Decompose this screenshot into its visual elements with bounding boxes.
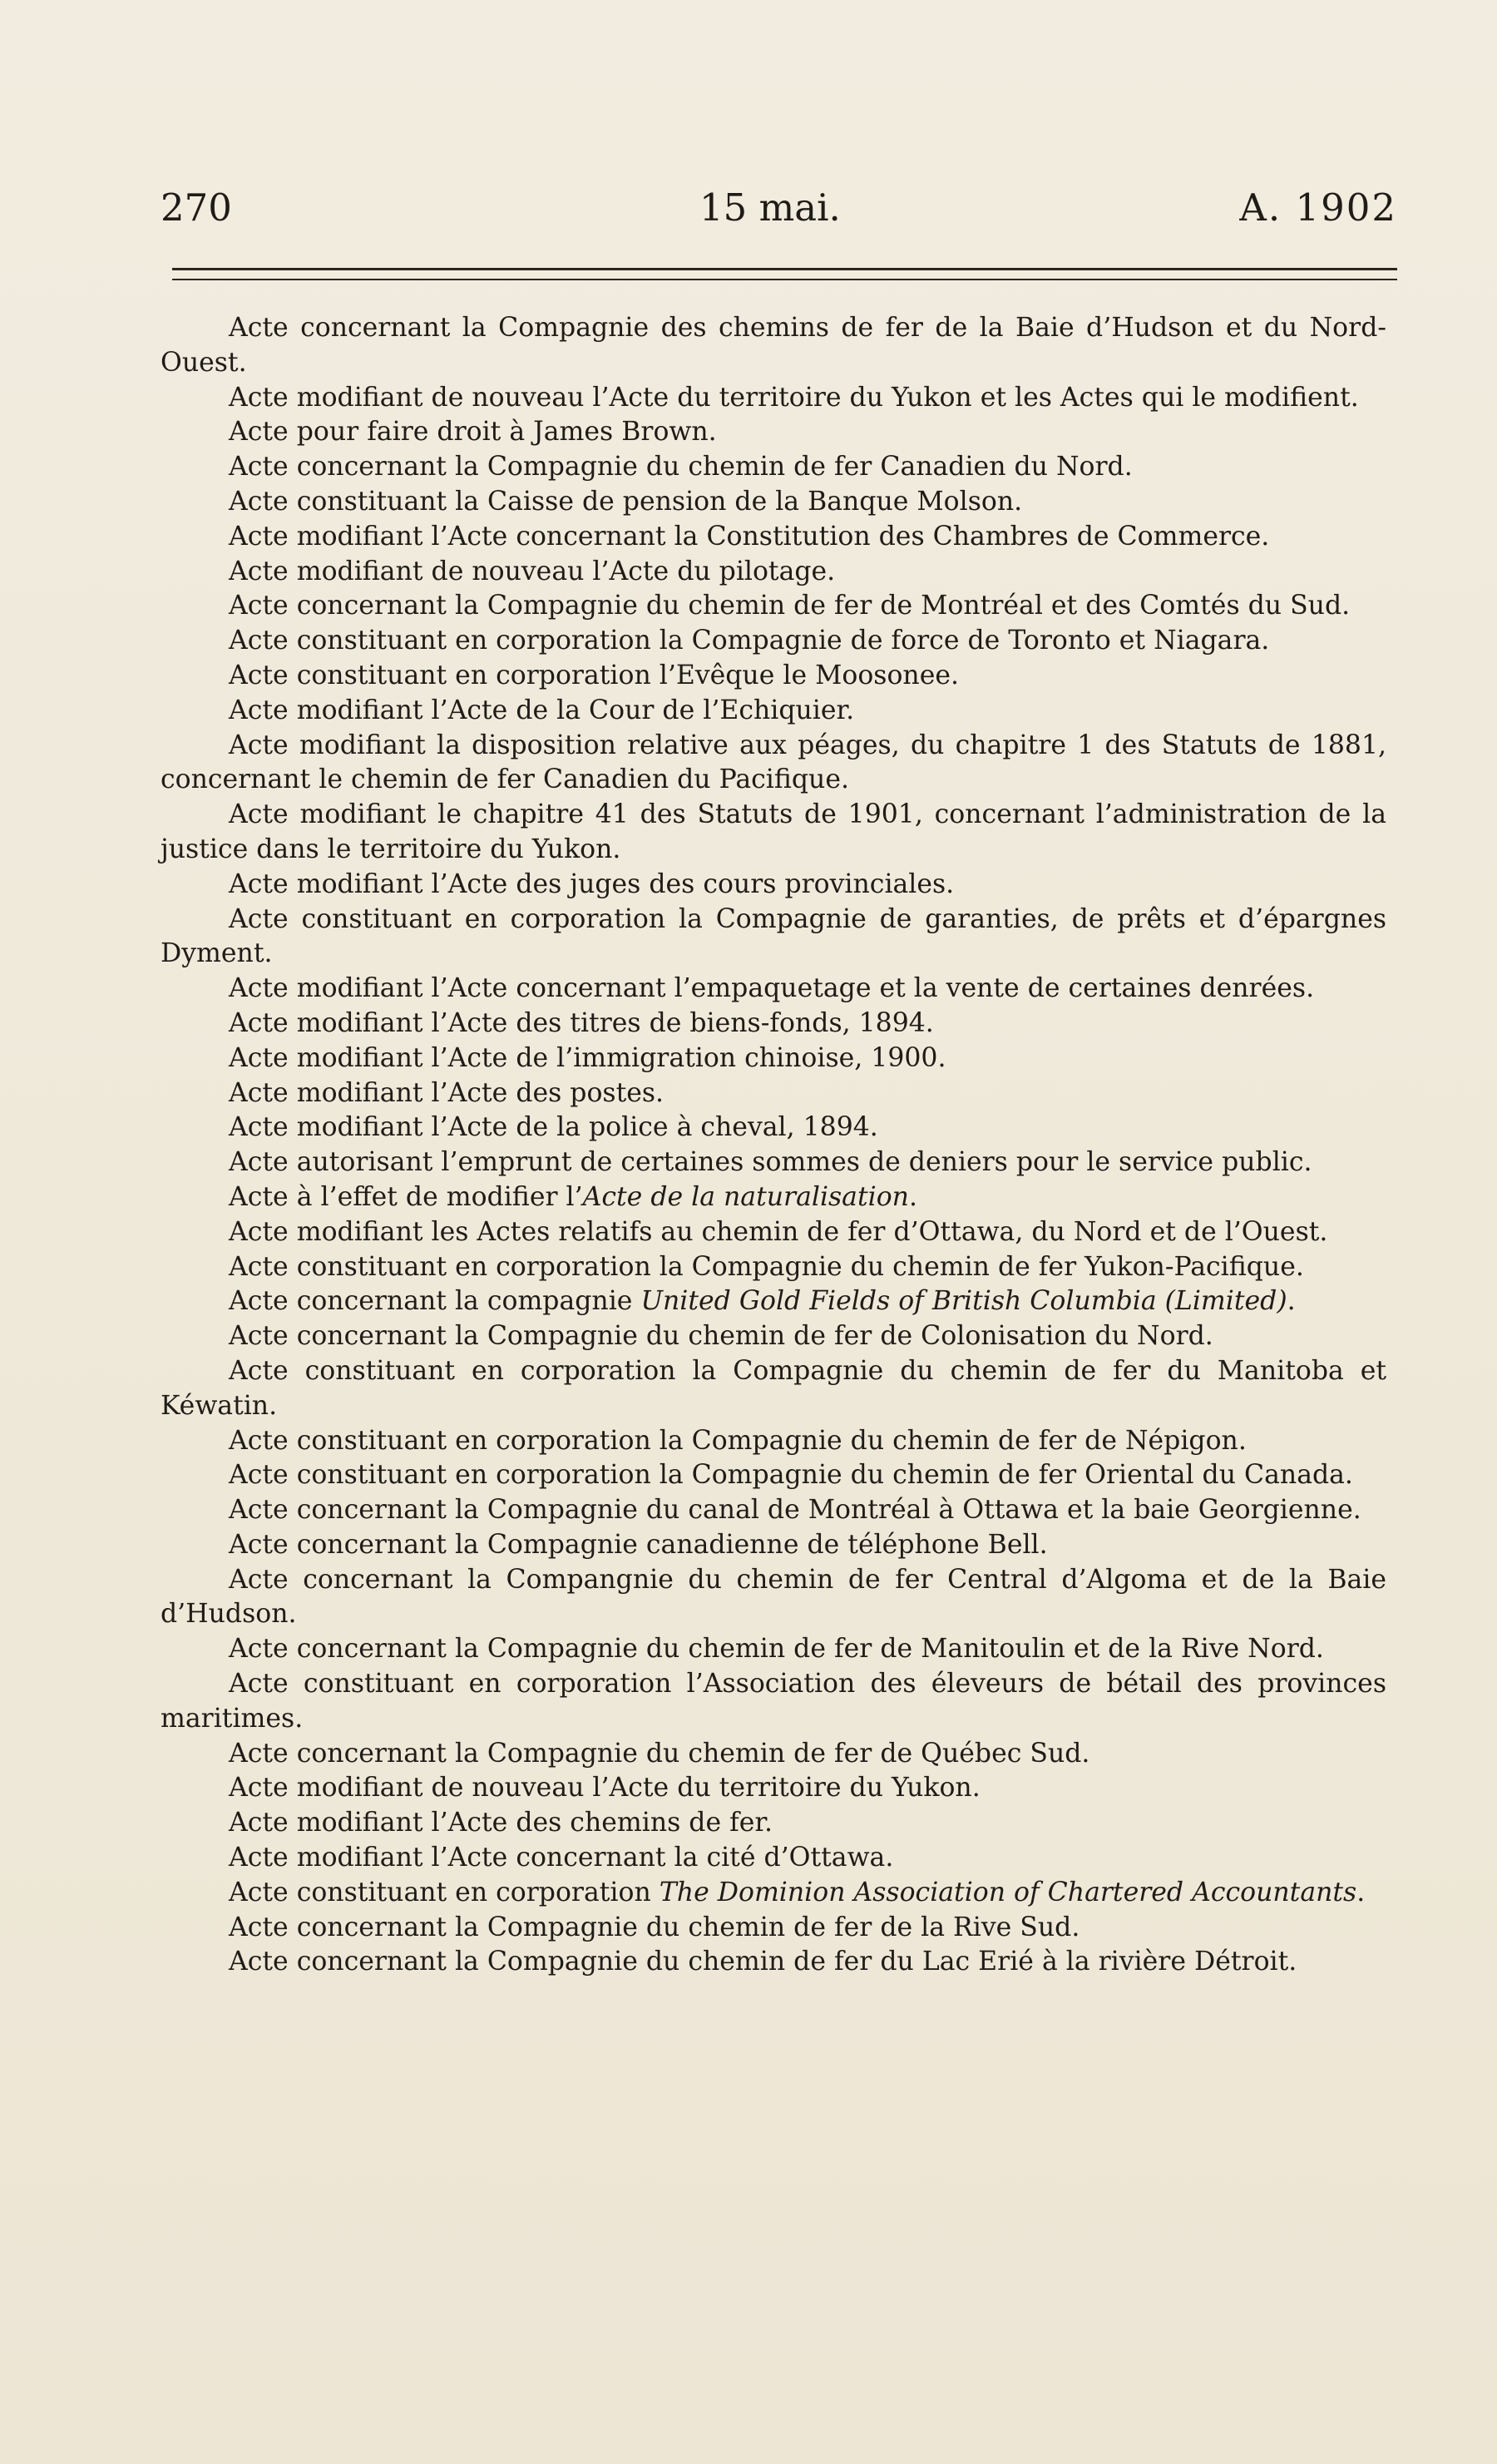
act-entry bbox=[161, 624, 1386, 659]
act-text: Acte modifiant le chapitre 41 des Statuts de 1901, concernant l’administration de la justice dans le territoire du Yukon. bbox=[161, 799, 1386, 864]
act-text: Acte concernant la Compagnie des chemins de fer de la Baie d’Hudson et du Nord-Ouest. bbox=[161, 313, 1386, 378]
act-entry bbox=[161, 798, 1386, 868]
act-entry bbox=[161, 311, 1386, 381]
act-entry bbox=[161, 520, 1386, 555]
act-text: Acte modifiant l’Acte de la police à cheval, 1894. bbox=[229, 1112, 878, 1143]
act-entry bbox=[161, 485, 1386, 520]
act-entry bbox=[161, 1945, 1386, 1980]
act-text: Acte concernant la Compangnie du chemin de fer Central d’Algoma et de la Baie d’Hudson. bbox=[161, 1564, 1386, 1630]
act-text: Acte modifiant de nouveau l’Acte du territoire du Yukon et les Actes qui le modifient. bbox=[229, 382, 1359, 413]
act-entry bbox=[161, 1528, 1386, 1563]
act-italic-title: The Dominion Association of Chartered Accountants bbox=[659, 1877, 1357, 1907]
header-date: 15 mai. bbox=[699, 186, 841, 230]
act-entry bbox=[161, 381, 1386, 416]
act-text: Acte concernant la Compagnie du chemin de fer de Colonisation du Nord. bbox=[229, 1321, 1213, 1352]
act-entry bbox=[161, 1111, 1386, 1145]
act-entry bbox=[161, 1563, 1386, 1633]
act-entry bbox=[161, 1876, 1386, 1911]
act-text-tail: . bbox=[1287, 1286, 1296, 1317]
act-text: Acte constituant en corporation la Compagnie du chemin de fer Yukon-Pacifique. bbox=[229, 1251, 1304, 1282]
act-text: Acte modifiant l’Acte concernant la cité d’Ottawa. bbox=[229, 1843, 894, 1873]
act-text: Acte modifiant l’Acte des titres de biens-fonds, 1894. bbox=[229, 1007, 934, 1038]
act-entry bbox=[161, 555, 1386, 590]
act-entry bbox=[161, 1458, 1386, 1493]
acts-list bbox=[161, 311, 1386, 1980]
act-text: Acte modifiant l’Acte des chemins de fer. bbox=[229, 1808, 773, 1838]
act-text: Acte constituant en corporation la Compagnie du chemin de fer de Népigon. bbox=[229, 1425, 1247, 1456]
act-entry bbox=[161, 1284, 1386, 1319]
act-text: Acte concernant la Compagnie canadienne de téléphone Bell. bbox=[229, 1529, 1048, 1560]
act-entry bbox=[161, 1007, 1386, 1042]
act-entry bbox=[161, 450, 1386, 485]
act-text: Acte modifiant l’Acte de la Cour de l’Echiquier. bbox=[229, 695, 855, 725]
act-entry bbox=[161, 903, 1386, 972]
act-text: Acte modifiant l’Acte de l’immigration chinoise, 1900. bbox=[229, 1042, 946, 1073]
act-entry bbox=[161, 1667, 1386, 1737]
act-entry bbox=[161, 1354, 1386, 1424]
act-text: Acte modifiant de nouveau l’Acte du territoire du Yukon. bbox=[229, 1773, 981, 1803]
act-text: Acte concernant la Compagnie du chemin de fer de la Rive Sud. bbox=[229, 1912, 1080, 1942]
act-entry bbox=[161, 1180, 1386, 1215]
act-entry bbox=[161, 972, 1386, 1007]
act-text: Acte modifiant l’Acte des postes. bbox=[229, 1077, 665, 1108]
act-text: Acte pour faire droit à James Brown. bbox=[229, 417, 717, 448]
header-year: A. 1902 bbox=[1239, 186, 1397, 230]
act-text-tail: . bbox=[1356, 1877, 1366, 1907]
act-text: Acte concernant la Compagnie du chemin de fer Canadien du Nord. bbox=[229, 452, 1133, 482]
act-entry bbox=[161, 1215, 1386, 1250]
act-entry bbox=[161, 1771, 1386, 1806]
act-text: Acte constituant en corporation bbox=[229, 1877, 660, 1907]
act-text: Acte concernant la Compagnie du chemin de fer de Québec Sud. bbox=[229, 1738, 1090, 1769]
header-rule-thin bbox=[172, 279, 1397, 280]
act-text: Acte constituant la Caisse de pension de la Banque Molson. bbox=[229, 486, 1023, 517]
act-text: Acte concernant la Compagnie du chemin de fer de Manitoulin et de la Rive Nord. bbox=[229, 1634, 1324, 1665]
header-rule-thick bbox=[172, 268, 1397, 270]
act-text: Acte modifiant les Actes relatifs au chemin de fer d’Ottawa, du Nord et de l’Ouest. bbox=[229, 1216, 1328, 1247]
act-entry bbox=[161, 1806, 1386, 1841]
act-entry bbox=[161, 1911, 1386, 1946]
act-text: Acte modifiant de nouveau l’Acte du pilotage. bbox=[229, 556, 836, 586]
act-entry bbox=[161, 1145, 1386, 1180]
running-header bbox=[161, 183, 1397, 233]
act-entry bbox=[161, 415, 1386, 450]
act-entry bbox=[161, 1632, 1386, 1667]
act-text: Acte constituant en corporation la Compagnie de force de Toronto et Niagara. bbox=[229, 626, 1270, 656]
act-entry bbox=[161, 1042, 1386, 1076]
act-text: Acte autorisant l’emprunt de certaines sommes de deniers pour le service public. bbox=[229, 1147, 1312, 1178]
act-italic-title: Acte de la naturalisation bbox=[582, 1181, 909, 1212]
act-entry bbox=[161, 868, 1386, 903]
act-text: Acte constituant en corporation l’Association des éleveurs de bétail des provinces maritimes. bbox=[161, 1669, 1386, 1734]
act-entry bbox=[161, 1076, 1386, 1111]
act-entry bbox=[161, 694, 1386, 729]
act-entry bbox=[161, 729, 1386, 799]
act-text: Acte à l’effet de modifier l’ bbox=[229, 1181, 583, 1212]
act-entry bbox=[161, 1841, 1386, 1876]
act-entry bbox=[161, 1493, 1386, 1528]
page-number: 270 bbox=[161, 186, 232, 230]
act-text: Acte concernant la Compagnie du chemin de fer de Montréal et des Comtés du Sud. bbox=[229, 591, 1351, 621]
act-text: Acte constituant en corporation l’Evêque le Moosonee. bbox=[229, 660, 960, 690]
act-text: Acte modifiant l’Acte des juges des cours provinciales. bbox=[229, 868, 955, 899]
act-text: Acte concernant la Compagnie du chemin de fer du Lac Erié à la rivière Détroit. bbox=[229, 1947, 1297, 1977]
act-italic-title: United Gold Fields of British Columbia (Limited) bbox=[640, 1286, 1287, 1317]
act-text: Acte constituant en corporation la Compagnie du chemin de fer Oriental du Canada. bbox=[229, 1460, 1353, 1491]
act-text: Acte modifiant l’Acte concernant l’empaquetage et la vente de certaines denrées. bbox=[229, 973, 1315, 1004]
act-text: Acte constituant en corporation la Compagnie du chemin de fer du Manitoba et Kéwatin. bbox=[161, 1355, 1386, 1421]
act-text: Acte modifiant la disposition relative aux péages, du chapitre 1 des Statuts de 1881, concernant le chemin de fer Canadien du Pacifique. bbox=[161, 730, 1386, 795]
act-entry bbox=[161, 1737, 1386, 1772]
act-entry bbox=[161, 1250, 1386, 1285]
act-text: Acte constituant en corporation la Compagnie de garanties, de prêts et d’épargnes Dyment. bbox=[161, 903, 1386, 969]
act-text-tail: . bbox=[908, 1181, 917, 1212]
act-text: Acte modifiant l’Acte concernant la Constitution des Chambres de Commerce. bbox=[229, 521, 1270, 552]
act-text: Acte concernant la compagnie bbox=[229, 1286, 641, 1317]
act-entry bbox=[161, 659, 1386, 694]
act-text: Acte concernant la Compagnie du canal de Montréal à Ottawa et la baie Georgienne. bbox=[229, 1495, 1361, 1526]
act-entry bbox=[161, 1424, 1386, 1459]
act-entry bbox=[161, 1319, 1386, 1354]
act-entry bbox=[161, 589, 1386, 624]
